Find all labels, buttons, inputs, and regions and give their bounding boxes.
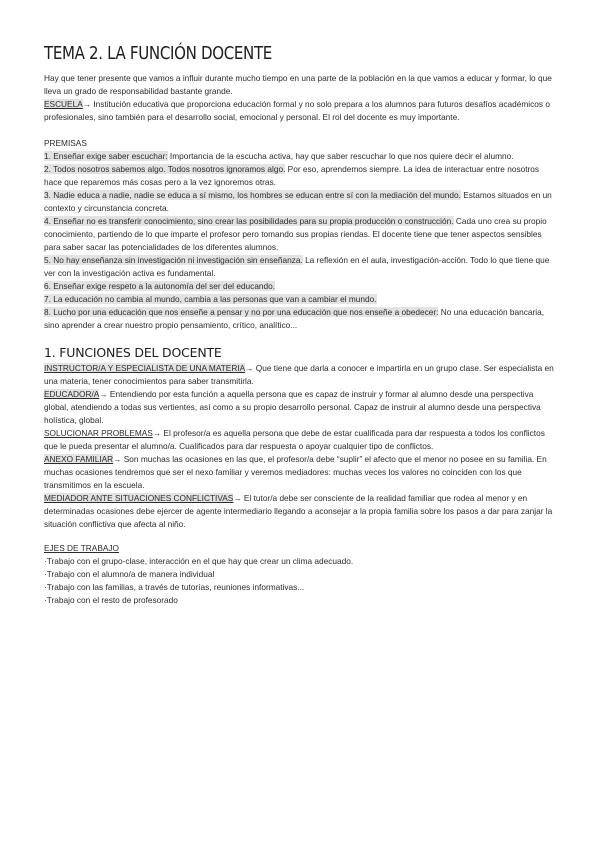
premisa-text: Importancia de la escucha activa, hay que saber rescuchar lo que nos quiere decir el alumno. bbox=[167, 151, 514, 161]
funcion-term: INSTRUCTOR/A Y ESPECIALISTA DE UNA MATERIA bbox=[44, 363, 246, 373]
premisa-text: La reflexión en el aula, investigación-acción. Todo lo que tiene que ver con la investigación activa es fundamental. bbox=[44, 255, 550, 278]
premisa-item bbox=[44, 215, 554, 254]
escuela-paragraph bbox=[44, 98, 554, 124]
funcion-term: MEDIADOR ANTE SITUACIONES CONFLICTIVAS bbox=[44, 493, 234, 503]
eje-item: ·Trabajo con el alumno/a de manera individual bbox=[44, 569, 215, 579]
funcion-term: SOLUCIONAR PROBLEMAS bbox=[44, 428, 153, 438]
funcion-item bbox=[44, 362, 554, 388]
premisa-item bbox=[44, 254, 554, 280]
premisa-item bbox=[44, 280, 554, 293]
eje-item: ·Trabajo con el resto de profesorado bbox=[44, 595, 178, 605]
premisa-highlight: 8. Lucho por una educación que nos enseñe a pensar y no por una educación que nos enseñe a obedecer: bbox=[44, 307, 439, 317]
funcion-item bbox=[44, 427, 554, 453]
eje-item: ·Trabajo con el grupo-clase, interacción en el que hay que crear un clima adecuado. bbox=[44, 556, 354, 566]
eje-item: ·Trabajo con las familias, a través de tutorías, reuniones informativas... bbox=[44, 582, 305, 592]
premisa-text: Cada uno crea su propio conocimiento, partiendo de lo que imparte el profesor pero tomando sus propias riendas. El docente tiene que tener aspectos sensibles para saber sacar las potencialidades de los diferentes alumnos. bbox=[44, 216, 547, 252]
premisa-highlight: 5. No hay enseñanza sin investigación ni investigación sin enseñanza. bbox=[44, 255, 303, 265]
escuela-text: → Institución educativa que proporciona educación formal y no solo prepara a los alumnos para futuros desafíos académicos o profesionales, sino también para el desarrollo social, emocional y personal. El rol del docente es muy importante. bbox=[44, 99, 550, 122]
premisa-text: Estamos situados en un contexto y circunstancia concreta. bbox=[44, 190, 552, 213]
premisa-highlight: 3. Nadie educa a nadie, nadie se educa a sí mismo, los hombres se educan entre sí con la mediación del mundo. bbox=[44, 190, 461, 200]
funcion-text: → Que tiene que darla a conocer e impartirla en un grupo clase. Ser especialista en una materia, tener conocimientos para saber transmitirla. bbox=[44, 363, 554, 386]
funcion-text: → El tutor/a debe ser consciente de la realidad familiar que rodea al menor y en determinadas ocasiones debe ejercer de agente intermediario llegando a aconsejar a la propia familia sobre los pasos a dar para zanjar la situación conflictiva que afecta al niño. bbox=[44, 493, 553, 529]
document-title: TEMA 2. LA FUNCIÓN DOCENTE bbox=[44, 44, 272, 64]
funcion-term: ANEXO FAMILIAR bbox=[44, 454, 114, 464]
premisa-highlight: 2. Todos nosotros sabemos algo. Todos nosotros ignoramos algo. bbox=[44, 164, 286, 174]
intro-paragraph: Hay que tener presente que vamos a influir durante mucho tiempo en una parte de la población en la que vamos a educar y formar, lo que lleva un grado de responsabilidad bastante grande. bbox=[44, 73, 552, 96]
funcion-item bbox=[44, 492, 554, 531]
premisas-heading: PREMISAS bbox=[44, 138, 87, 148]
premisa-highlight: 7. La educación no cambia al mundo, cambia a las personas que van a cambiar el mundo. bbox=[44, 294, 377, 304]
premisa-text: Por eso, aprendemos siempre. La idea de interactuar entre nosotros hace que reparemos más cosas pero a la vez ignoremos otras. bbox=[44, 164, 540, 187]
premisa-highlight: 4. Enseñar no es transferir conocimiento, sino crear las posibilidades para su propia producción o construcción. bbox=[44, 216, 454, 226]
premisa-item bbox=[44, 306, 554, 332]
premisa-item bbox=[44, 293, 554, 306]
premisa-highlight: 1. Enseñar exige saber escuchar: bbox=[44, 151, 168, 161]
funciones-list bbox=[44, 362, 554, 531]
premisa-text: No una educación bancaria, sino aprender a crear nuestro propio pensamiento, crítico, analítico... bbox=[44, 307, 545, 330]
funcion-text: → El profesor/a es aquella persona que debe de estar cualificada para dar respuesta a todos los conflictos que le pueda presentar el alumno/a. Cualificados para dar respuesta o apoyar cualquier tipo de conflictos. bbox=[44, 428, 545, 451]
funcion-term: EDUCADOR/A bbox=[44, 389, 100, 399]
funcion-text: → Son muchas las ocasiones en las que, el profesor/a debe “suplir” el afecto que el menor no posee en su familia. En muchas ocasiones tendremos que ser el nexo familiar y veremos mediadores: muchas veces los valores no coinciden con los que transmitimos en la escuela. bbox=[44, 454, 547, 490]
premisas-list bbox=[44, 150, 554, 332]
funcion-text: → Entendiendo por esta función a aquella persona que es capaz de instruir y formar al alumno desde una perspectiva global, atendiendo a todas sus vertientes, así como a su propio desarrollo personal. Capaz de instruir al alumno desde una perspectiva holística, global. bbox=[44, 389, 541, 425]
premisa-item bbox=[44, 189, 554, 215]
premisa-item bbox=[44, 150, 554, 163]
escuela-term: ESCUELA bbox=[44, 99, 83, 109]
funcion-item bbox=[44, 388, 554, 427]
ejes-heading: EJES DE TRABAJO bbox=[44, 543, 120, 553]
premisa-item bbox=[44, 163, 554, 189]
funciones-heading: 1. FUNCIONES DEL DOCENTE bbox=[44, 345, 222, 360]
funcion-item bbox=[44, 453, 554, 492]
ejes-list bbox=[44, 555, 554, 607]
premisa-highlight: 6. Enseñar exige respeto a la autonomía del ser del educando. bbox=[44, 281, 276, 291]
